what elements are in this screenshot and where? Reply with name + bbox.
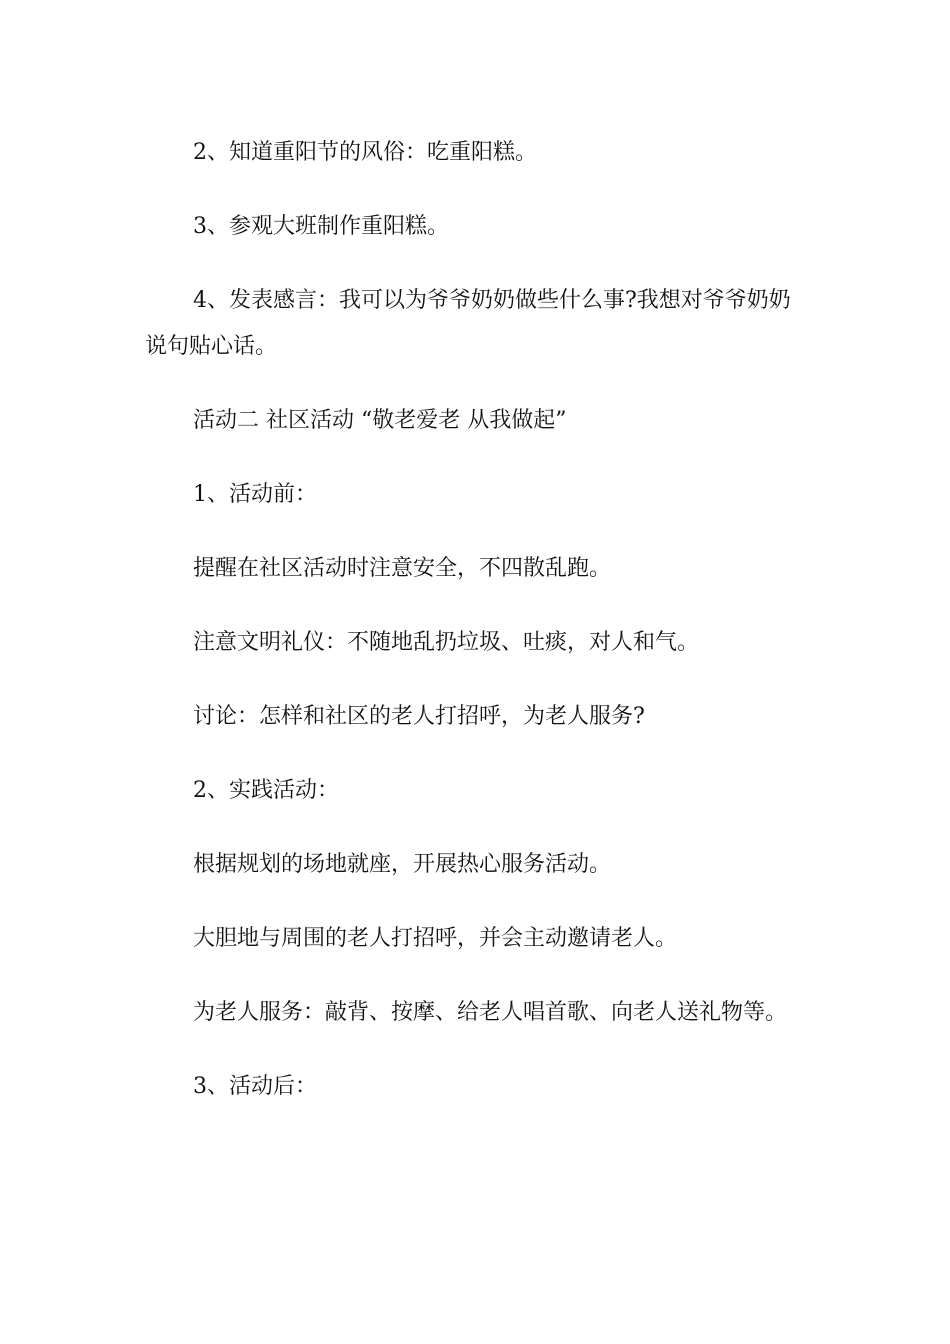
- paragraph-custom-1: 2、知道重阳节的风俗：吃重阳糕。: [193, 140, 537, 165]
- paragraph-greeting: 大胆地与周围的老人打招呼，并会主动邀请老人。: [193, 926, 678, 951]
- paragraph-safety-reminder: 提醒在社区活动时注意安全，不四散乱跑。: [193, 556, 612, 581]
- paragraph-service: 为老人服务：敲背、按摩、给老人唱首歌、向老人送礼物等。: [193, 1000, 788, 1025]
- paragraph-custom-2: 3、参观大班制作重阳糕。: [193, 214, 449, 239]
- paragraph-etiquette: 注意文明礼仪：不随地乱扔垃圾、吐痰，对人和气。: [193, 630, 700, 655]
- section-heading-activity-two: 活动二 社区活动 “敬老爱老 从我做起”: [193, 408, 567, 433]
- paragraph-discussion: 讨论：怎样和社区的老人打招呼，为老人服务?: [193, 704, 645, 729]
- paragraph-practice-activity: 2、实践活动：: [193, 778, 339, 803]
- document-body: [145, 130, 810, 1138]
- paragraph-before-activity: 1、活动前：: [193, 482, 317, 507]
- paragraph-speech: 4、发表感言：我可以为爷爷奶奶做些什么事?我想对爷爷奶奶说句贴心话。: [145, 288, 791, 359]
- paragraph-seating: 根据规划的场地就座，开展热心服务活动。: [193, 852, 612, 877]
- paragraph-after-activity: 3、活动后：: [193, 1074, 317, 1099]
